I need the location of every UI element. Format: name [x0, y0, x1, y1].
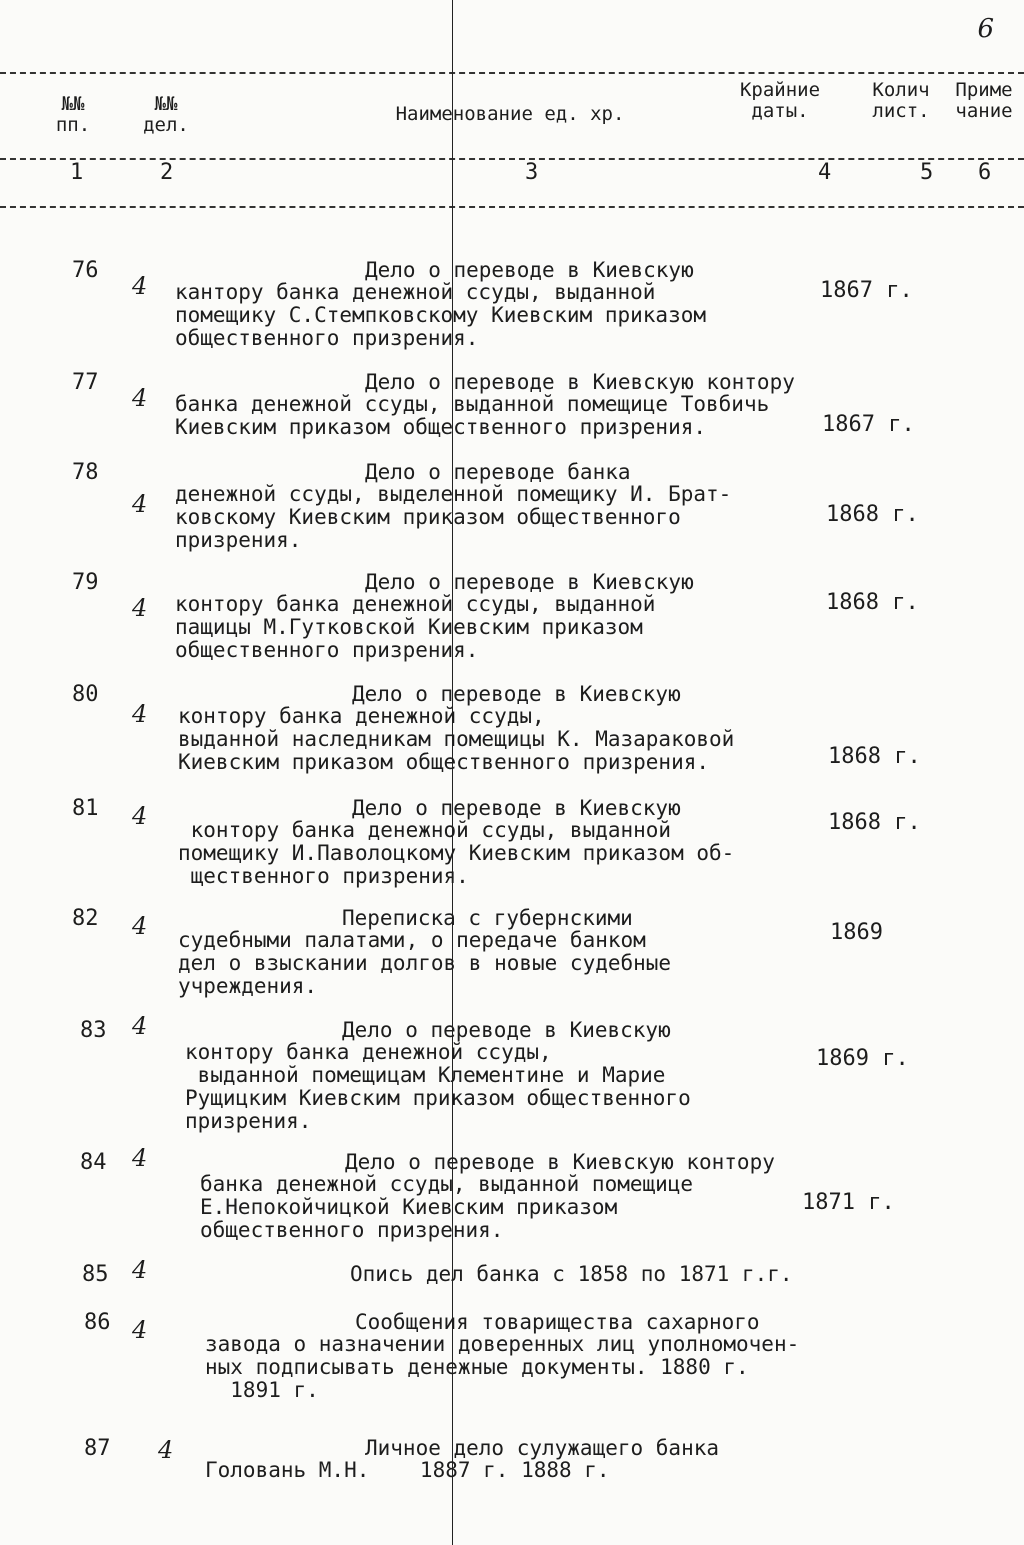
handwritten-mark: 4 [132, 490, 148, 518]
entry-date: 1868 г. [828, 810, 921, 835]
entry-description: банка денежной ссуды, выданной помещице Е.Непокойчицкой Киевским приказом общественного призрения. [200, 1172, 694, 1242]
header-col4: Крайние даты. [739, 79, 821, 122]
entry-date: 1869 г. [816, 1046, 909, 1071]
entry-description: банка денежной ссуды, выданной помещице Товбичь Киевским приказом общественного призрения. [175, 392, 770, 439]
entry-date: 1868 г. [826, 590, 919, 615]
column-number: 2 [160, 160, 174, 185]
handwritten-mark: 4 [132, 384, 148, 412]
entry-title: Дело о переводе в Киевскую контору [345, 1150, 775, 1174]
entry-title: Дело о переводе в Киевскую [342, 1018, 671, 1042]
entry-description: контору банка денежной ссуды, выданной помещицам Клементине и Марие Рущицким Киевским приказом общественного призрения. [185, 1040, 691, 1133]
handwritten-mark: 4 [132, 1144, 148, 1172]
entry-date: 1868 г. [828, 744, 921, 769]
entry-number: 86 [84, 1310, 111, 1335]
entry-title: Дело о переводе в Киевскую [352, 796, 681, 820]
column-number: 6 [978, 160, 992, 185]
header-top-rule [0, 72, 1024, 74]
header-col6: Приме чание [955, 79, 1013, 122]
entry-number: 85 [82, 1262, 109, 1287]
column-number: 4 [818, 160, 832, 185]
entry-title: Дело о переводе в Киевскую контору [365, 370, 795, 394]
entry-number: 80 [72, 682, 99, 707]
entry-number: 83 [80, 1018, 107, 1043]
entry-number: 81 [72, 796, 99, 821]
entry-description: денежной ссуды, выделенной помещику И. Брат- ковскому Киевским приказом общественного призрения. [175, 482, 732, 552]
header-col2: №№ дел. [143, 93, 189, 136]
entry-number: 84 [80, 1150, 107, 1175]
handwritten-mark: 4 [132, 700, 148, 728]
handwritten-mark: 4 [158, 1436, 174, 1464]
entry-title: Дело о переводе в Киевскую [365, 570, 694, 594]
handwritten-mark: 4 [132, 272, 148, 300]
entry-date: 1867 г. [820, 278, 913, 303]
entry-title: Опись дел банка с 1858 по 1871 г.г. [350, 1262, 793, 1286]
page-number: 6 [977, 14, 994, 44]
entry-title: Дело о переводе в Киевскую [365, 258, 694, 282]
entry-description: контору банка денежной ссуды, выданной наследникам помещицы К. Мазараковой Киевским приказом общественного призрения. [178, 704, 735, 774]
entry-title: Дело о переводе банка [365, 460, 631, 484]
entry-title: Личное дело сулужащего банка [365, 1436, 720, 1460]
entry-number: 77 [72, 370, 99, 395]
entry-description: контору банка денежной ссуды, выданной пащицы М.Гутковской Киевским приказом общественного призрения. [175, 592, 656, 662]
entry-description: кантору банка денежной ссуды, выданной помещику С.Стемпковскому Киевским приказом общественного призрения. [175, 280, 707, 350]
entry-date: 1871 г. [802, 1190, 895, 1215]
handwritten-mark: 4 [132, 1256, 148, 1284]
entry-number: 82 [72, 906, 99, 931]
handwritten-mark: 4 [132, 1316, 148, 1344]
handwritten-mark: 4 [132, 594, 148, 622]
column-numbers-rule [0, 206, 1024, 208]
column-number: 1 [70, 160, 84, 185]
entry-title: Сообщения товарищества сахарного [355, 1310, 760, 1334]
header-bottom-rule [0, 158, 1024, 160]
entry-description: завода о назначении доверенных лиц уполномочен- ных подписывать денежные документы. 1880 г. 1891 г. [205, 1332, 800, 1402]
handwritten-mark: 4 [132, 912, 148, 940]
entry-description: контору банка денежной ссуды, выданной помещику И.Паволоцкому Киевским приказом об- щественного призрения. [178, 818, 735, 888]
entry-number: 78 [72, 460, 99, 485]
entry-date: 1867 г. [822, 412, 915, 437]
entry-title: Дело о переводе в Киевскую [352, 682, 681, 706]
handwritten-mark: 4 [132, 802, 148, 830]
column-number: 5 [920, 160, 934, 185]
column-number: 3 [525, 160, 539, 185]
entry-title: Переписка с губернскими [342, 906, 633, 930]
header-col3: Наименование ед. хр. [395, 103, 625, 125]
handwritten-mark: 4 [132, 1012, 148, 1040]
entry-number: 87 [84, 1436, 111, 1461]
header-col1: №№ пп. [55, 93, 91, 136]
entry-description: судебными палатами, о передаче банком дел о взыскании долгов в новые судебные учреждения. [178, 928, 672, 998]
entry-date: 1868 г. [826, 502, 919, 527]
entry-number: 76 [72, 258, 99, 283]
entry-number: 79 [72, 570, 99, 595]
header-col5: Колич лист. [872, 79, 930, 122]
entry-description: Головань М.Н. 1887 г. 1888 г. [205, 1458, 610, 1482]
entry-date: 1869 [830, 920, 883, 945]
